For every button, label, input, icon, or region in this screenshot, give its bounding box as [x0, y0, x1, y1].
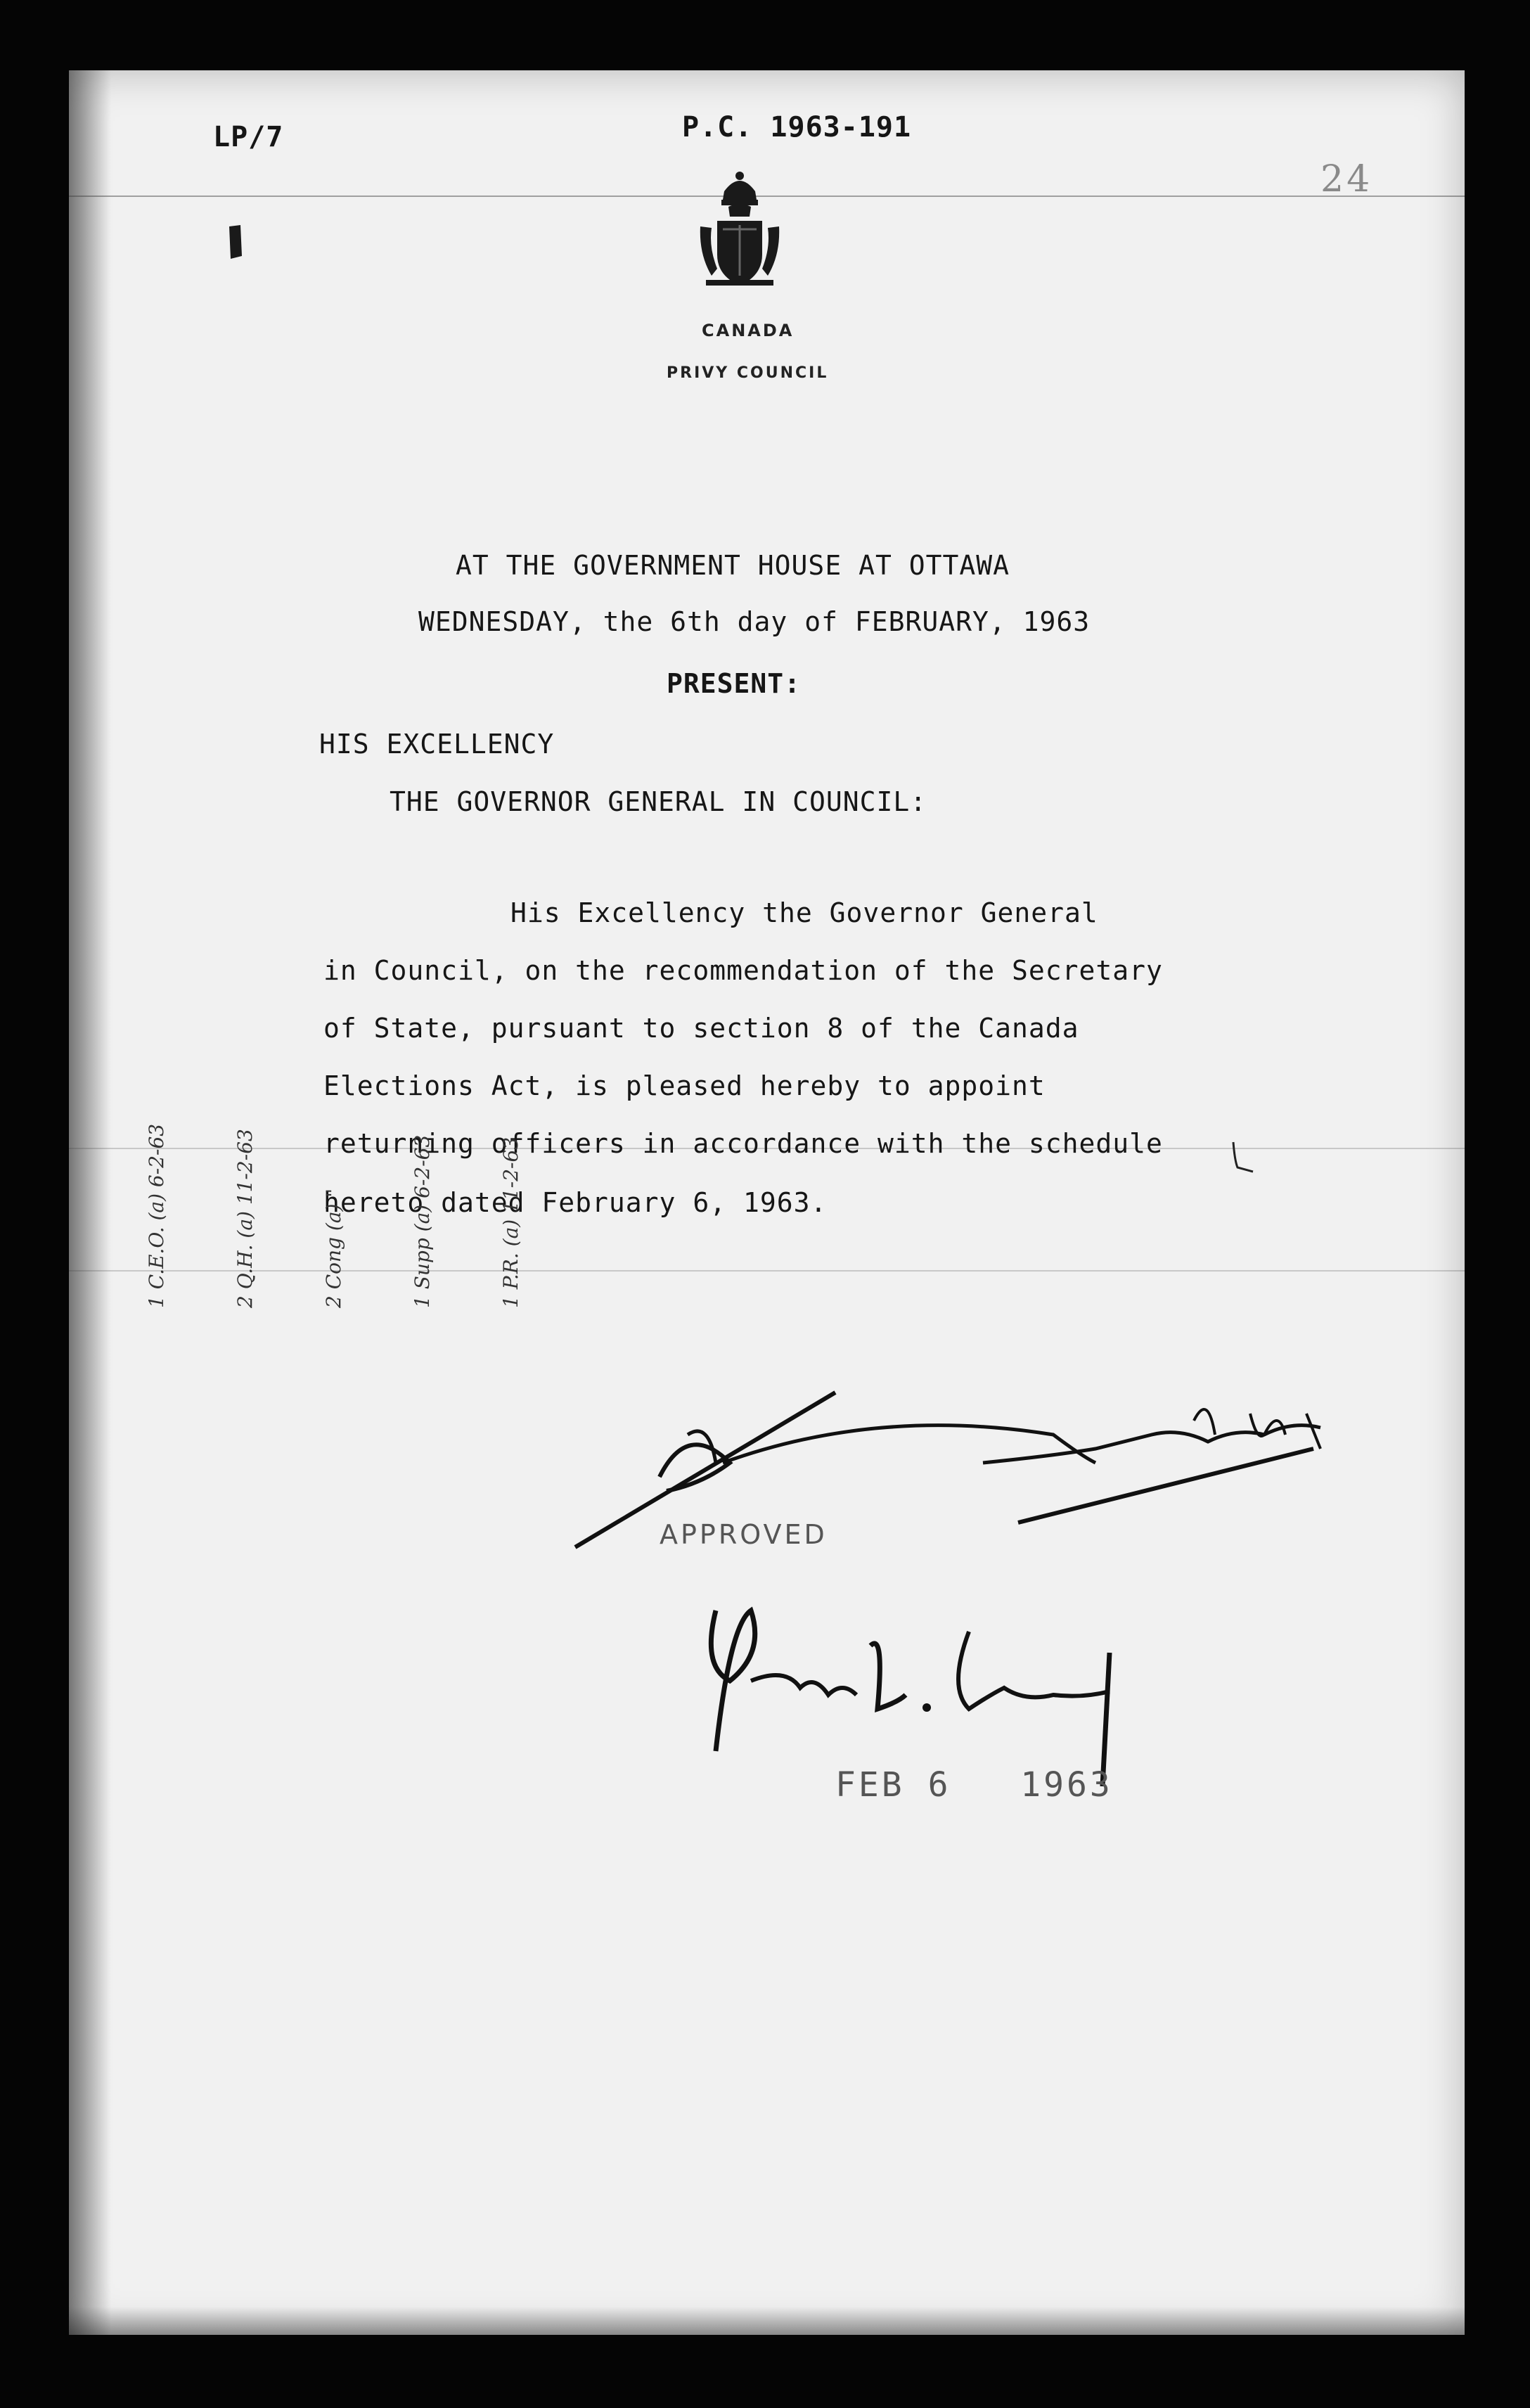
body-line: Elections Act, is pleased hereby to appoint: [323, 1070, 1046, 1101]
margin-note: 1 Supp (a) 6-2-63: [411, 1134, 434, 1308]
body-line: His Excellency the Governor General: [510, 897, 1098, 928]
margin-note: 2 Q.H. (a) 11-2-63: [233, 1129, 257, 1308]
prime-minister-signature: [561, 1252, 1391, 1561]
heading-date: WEDNESDAY, the 6th day of FEBRUARY, 1963: [418, 606, 1091, 637]
document-page: [69, 70, 1465, 2335]
page-number: 24: [1320, 158, 1373, 200]
margin-note: 2 Cong (a) ": [322, 1188, 345, 1308]
file-code: LP/7: [213, 121, 284, 153]
heading-place: AT THE GOVERNMENT HOUSE AT OTTAWA: [456, 550, 1010, 581]
coat-of-arms-emblem: [696, 170, 783, 290]
letterhead-body: PRIVY COUNCIL: [667, 364, 829, 382]
approved-stamp: APPROVED: [660, 1519, 828, 1550]
margin-note: 1 C.E.O. (a) 6-2-63: [145, 1123, 168, 1308]
margin-notes: [83, 956, 522, 1308]
address-line-1: HIS EXCELLENCY: [319, 729, 555, 760]
body-line: of State, pursuant to section 8 of the Canada: [323, 1013, 1079, 1044]
approval-date-stamp: FEB 6 1963: [835, 1765, 1113, 1805]
punch-mark: [225, 224, 246, 260]
address-line-2: THE GOVERNOR GENERAL IN COUNCIL:: [390, 786, 927, 817]
margin-note: 1 P.R. (a) 11-2-63: [499, 1136, 522, 1308]
body-line: returning officers in accordance with the schedule: [323, 1128, 1163, 1159]
body-line: hereto dated February 6, 1963.: [323, 1187, 828, 1218]
heading-present: PRESENT:: [667, 668, 802, 699]
page-shadow-bottom: [69, 2307, 1465, 2335]
order-number: P.C. 1963-191: [682, 111, 912, 143]
body-line: in Council, on the recommendation of the Secretary: [323, 955, 1163, 986]
tick-mark: [1229, 1139, 1257, 1174]
letterhead-country: CANADA: [702, 321, 795, 340]
